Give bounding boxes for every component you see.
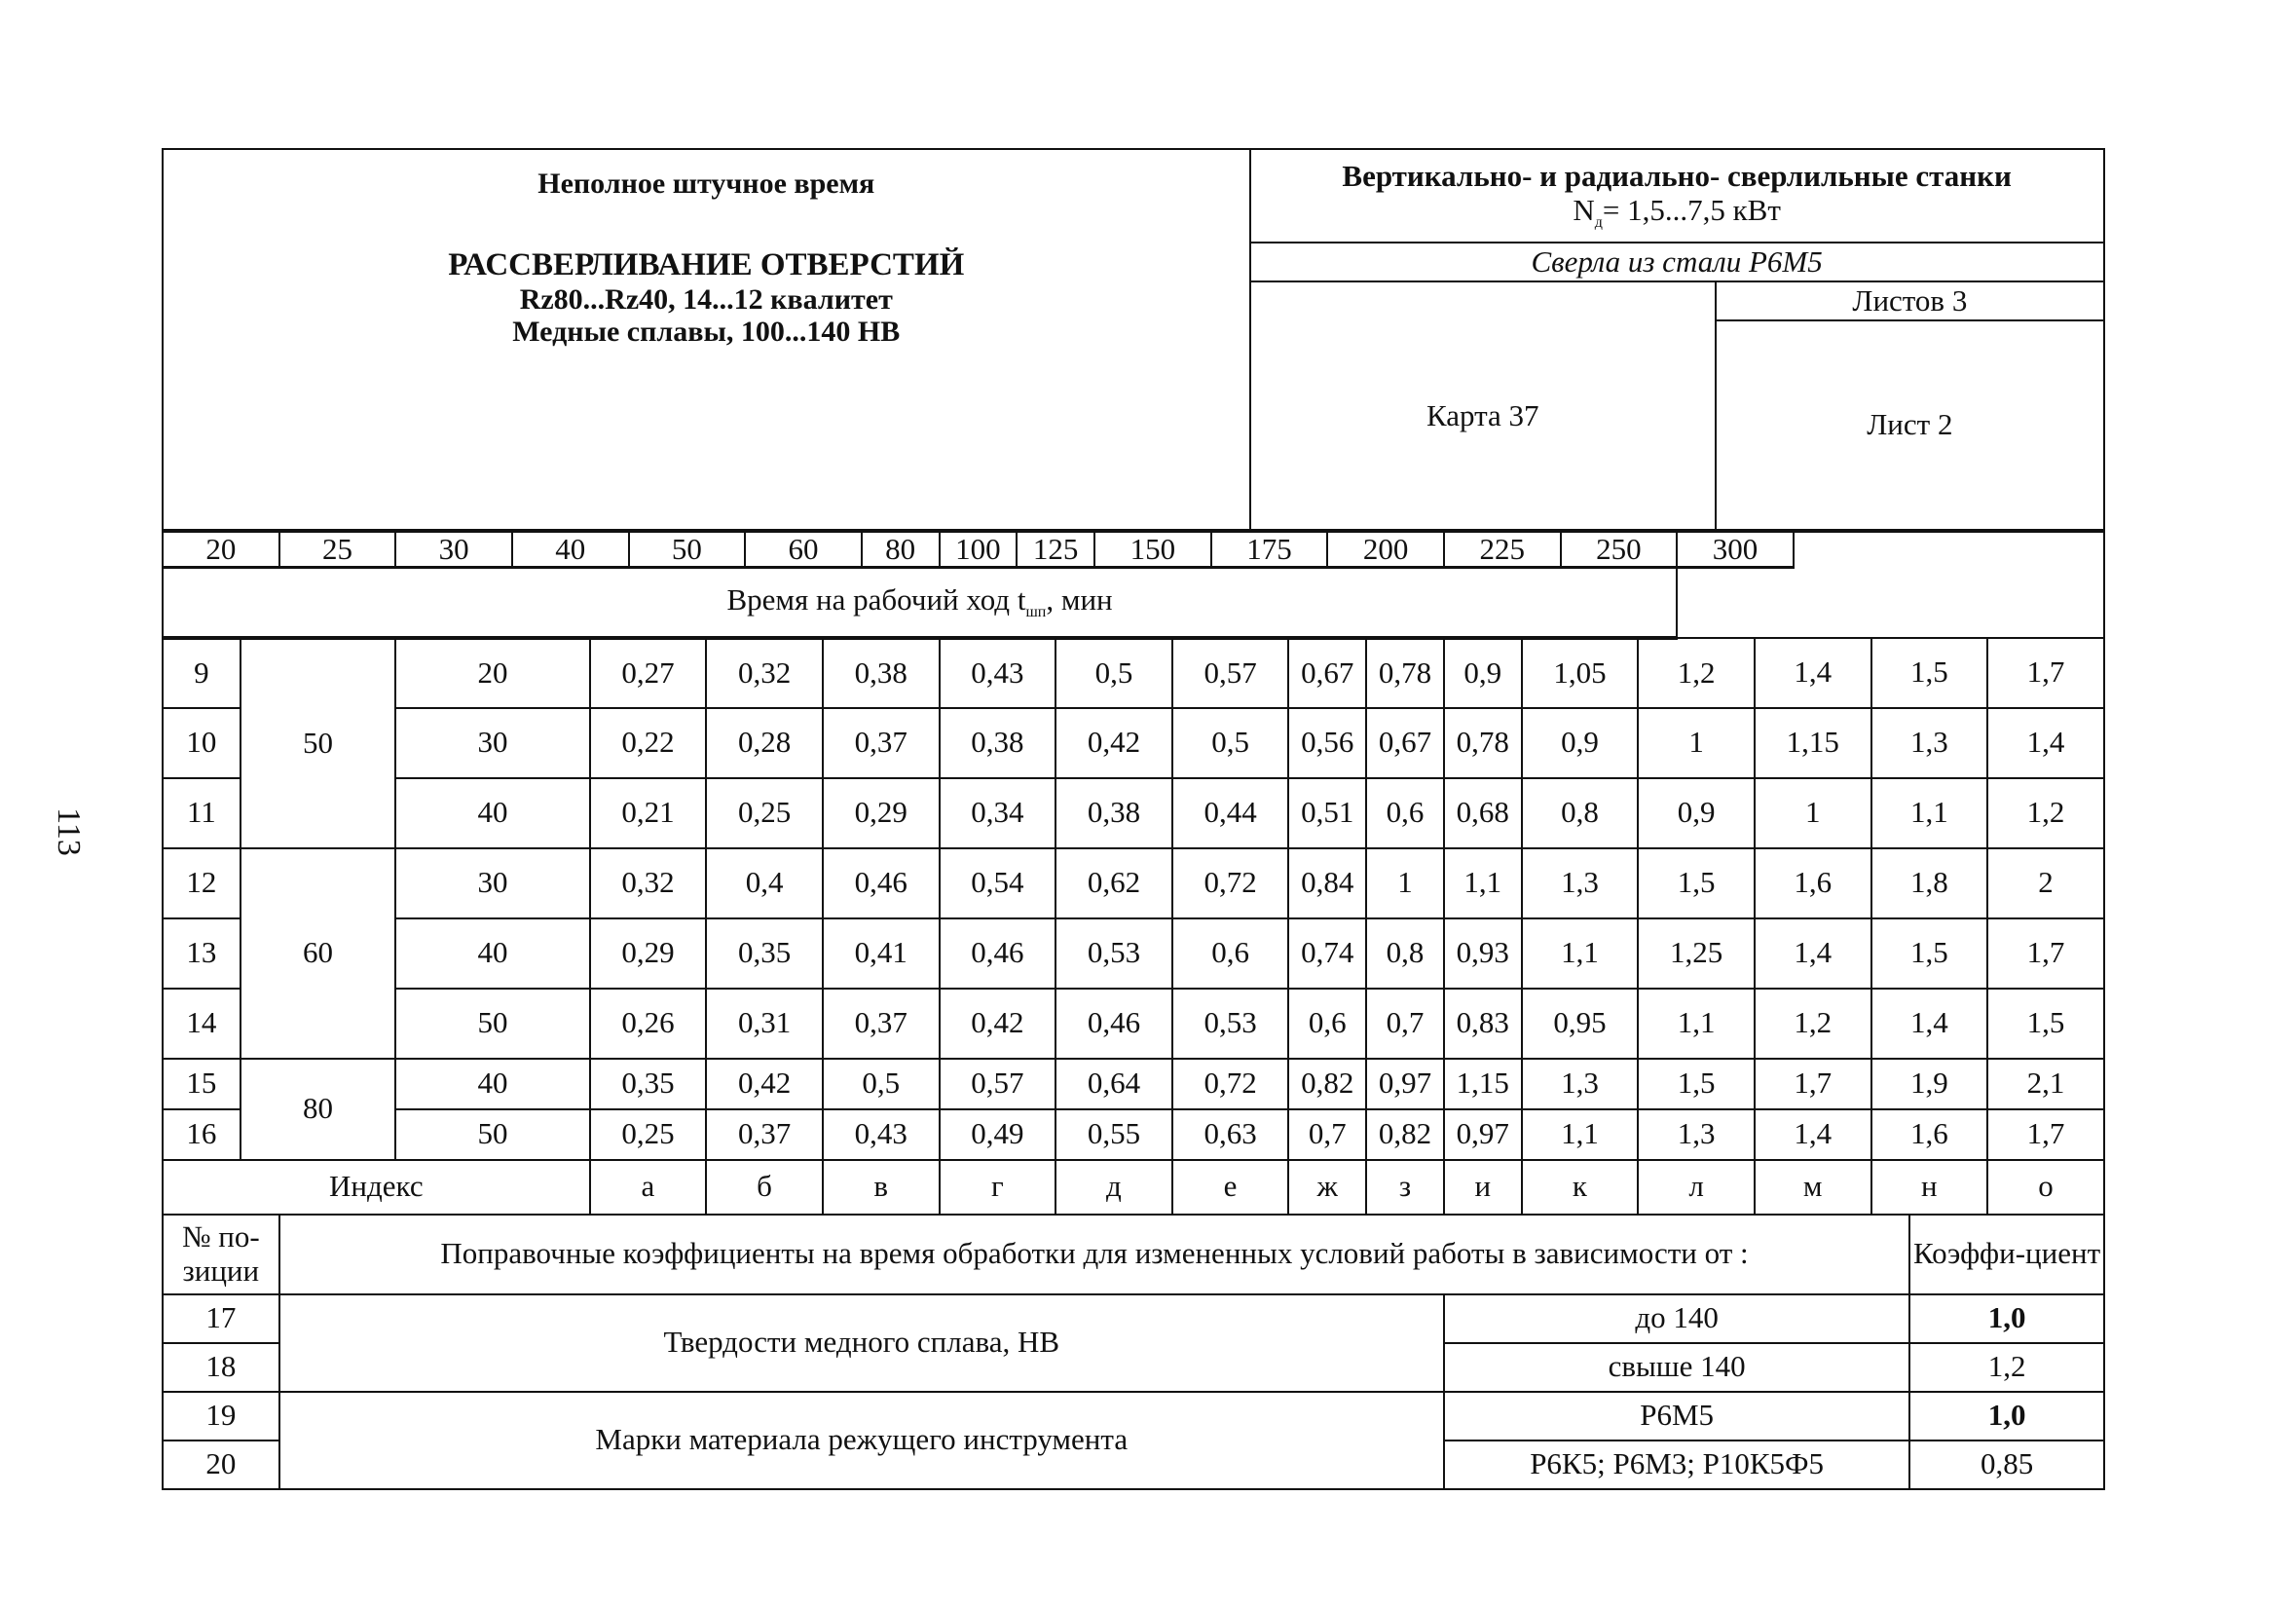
row-pre-diameter: 40 bbox=[395, 778, 589, 848]
row-pre-diameter: 30 bbox=[395, 708, 589, 778]
time-value: 1,8 bbox=[1871, 848, 1988, 918]
length-col-30: 30 bbox=[395, 531, 512, 568]
time-value: 0,95 bbox=[1522, 989, 1639, 1059]
time-header bbox=[163, 568, 1677, 638]
time-value: 1 bbox=[1755, 778, 1871, 848]
length-col-100: 100 bbox=[940, 531, 1018, 568]
row-pre-diameter: 40 bbox=[395, 1059, 589, 1109]
time-value: 1,25 bbox=[1638, 918, 1755, 989]
time-value: 0,38 bbox=[940, 708, 1056, 778]
time-value: 1,4 bbox=[1755, 1109, 1871, 1160]
time-value: 1,1 bbox=[1522, 1109, 1639, 1160]
correction-factor: Твердости медного сплава, НВ bbox=[279, 1294, 1444, 1392]
time-value: 1,3 bbox=[1871, 708, 1988, 778]
time-value: 1,5 bbox=[1638, 848, 1755, 918]
time-subscript: шп bbox=[1025, 604, 1047, 621]
time-value: 0,44 bbox=[1172, 778, 1289, 848]
time-value: 1,2 bbox=[1755, 989, 1871, 1059]
time-value: 0,29 bbox=[823, 778, 940, 848]
time-value: 2,1 bbox=[1987, 1059, 2104, 1109]
time-value: 0,72 bbox=[1172, 1059, 1289, 1109]
time-value: 0,6 bbox=[1172, 918, 1289, 989]
page-number: 113 bbox=[51, 807, 87, 856]
time-value: 1,6 bbox=[1755, 848, 1871, 918]
time-value: 0,67 bbox=[1288, 638, 1366, 708]
time-value: 0,53 bbox=[1055, 918, 1172, 989]
time-value: 1,1 bbox=[1638, 989, 1755, 1059]
index-letter: в bbox=[823, 1160, 940, 1215]
length-col-225: 225 bbox=[1444, 531, 1561, 568]
time-value: 0,64 bbox=[1055, 1059, 1172, 1109]
time-value: 0,8 bbox=[1522, 778, 1639, 848]
index-letter: з bbox=[1366, 1160, 1444, 1215]
time-value: 0,51 bbox=[1288, 778, 1366, 848]
time-value: 0,25 bbox=[706, 778, 823, 848]
corrections-header: Поправочные коэффициенты на время обработки для измененных условий работы в зависимости от : bbox=[279, 1215, 1910, 1294]
time-value: 0,9 bbox=[1638, 778, 1755, 848]
time-value: 0,42 bbox=[940, 989, 1056, 1059]
correction-condition: Р6М5 bbox=[1444, 1392, 1910, 1441]
length-col-25: 25 bbox=[279, 531, 396, 568]
row-position: 11 bbox=[163, 778, 241, 848]
title-line-1: Неполное штучное время bbox=[537, 168, 875, 200]
time-value: 0,46 bbox=[940, 918, 1056, 989]
tool-material-cell: Сверла из стали Р6М5 bbox=[1250, 243, 2104, 281]
index-letter: г bbox=[940, 1160, 1056, 1215]
row-position: 10 bbox=[163, 708, 241, 778]
index-letter: и bbox=[1444, 1160, 1522, 1215]
time-value: 1,5 bbox=[1871, 918, 1988, 989]
index-letter: л bbox=[1638, 1160, 1755, 1215]
coefficient-header: Коэффи-циент bbox=[1909, 1215, 2103, 1294]
time-value: 0,37 bbox=[706, 1109, 823, 1160]
index-letter: к bbox=[1522, 1160, 1639, 1215]
time-value: 0,68 bbox=[1444, 778, 1522, 848]
row-diameter: 50 bbox=[241, 638, 396, 848]
correction-position: 18 bbox=[163, 1343, 279, 1392]
machine-type-cell bbox=[1250, 149, 2104, 243]
row-position: 13 bbox=[163, 918, 241, 989]
length-col-175: 175 bbox=[1211, 531, 1328, 568]
length-col-40: 40 bbox=[512, 531, 629, 568]
length-col-300: 300 bbox=[1677, 531, 1794, 568]
time-value: 0,5 bbox=[823, 1059, 940, 1109]
length-col-50: 50 bbox=[629, 531, 746, 568]
time-value: 1,6 bbox=[1871, 1109, 1988, 1160]
row-pre-diameter: 30 bbox=[395, 848, 589, 918]
time-value: 0,35 bbox=[590, 1059, 707, 1109]
time-header-text: Время на рабочий ход t bbox=[726, 582, 1026, 617]
time-value: 0,8 bbox=[1366, 918, 1444, 989]
card-number-cell bbox=[1250, 281, 1717, 531]
time-value: 0,22 bbox=[590, 708, 707, 778]
machine-line-1: Вертикально- и радиально- сверлильные станки bbox=[1342, 159, 2012, 194]
time-value: 1,1 bbox=[1444, 848, 1522, 918]
time-value: 0,57 bbox=[940, 1059, 1056, 1109]
norm-sheet-table bbox=[162, 148, 2105, 1490]
time-value: 0,31 bbox=[706, 989, 823, 1059]
time-value: 0,74 bbox=[1288, 918, 1366, 989]
time-value: 0,4 bbox=[706, 848, 823, 918]
length-col-150: 150 bbox=[1094, 531, 1211, 568]
time-value: 0,84 bbox=[1288, 848, 1366, 918]
row-diameter: 80 bbox=[241, 1059, 396, 1160]
row-pre-diameter: 20 bbox=[395, 638, 589, 708]
correction-condition: до 140 bbox=[1444, 1294, 1910, 1343]
correction-coefficient: 1,0 bbox=[1909, 1392, 2103, 1441]
time-value: 0,57 bbox=[1172, 638, 1289, 708]
power-subscript: д bbox=[1594, 214, 1603, 231]
power-symbol: N bbox=[1573, 192, 1595, 227]
time-value: 0,42 bbox=[706, 1059, 823, 1109]
power-range: = 1,5...7,5 кВт bbox=[1602, 192, 1781, 227]
row-position: 9 bbox=[163, 638, 241, 708]
time-value: 1,3 bbox=[1638, 1109, 1755, 1160]
time-value: 0,35 bbox=[706, 918, 823, 989]
time-value: 1,4 bbox=[1755, 918, 1871, 989]
time-value: 1,7 bbox=[1755, 1059, 1871, 1109]
correction-condition: свыше 140 bbox=[1444, 1343, 1910, 1392]
title-line-4: Медные сплавы, 100...140 НВ bbox=[512, 316, 901, 349]
row-pre-diameter: 40 bbox=[395, 918, 589, 989]
time-value: 0,32 bbox=[590, 848, 707, 918]
correction-coefficient: 1,0 bbox=[1909, 1294, 2103, 1343]
row-position: 15 bbox=[163, 1059, 241, 1109]
time-value: 0,43 bbox=[823, 1109, 940, 1160]
time-value: 1,5 bbox=[1871, 638, 1988, 708]
time-value: 0,97 bbox=[1366, 1059, 1444, 1109]
length-col-80: 80 bbox=[862, 531, 940, 568]
time-value: 1,15 bbox=[1755, 708, 1871, 778]
index-letter: м bbox=[1755, 1160, 1871, 1215]
machine-line-2 bbox=[1251, 194, 2103, 232]
time-value: 1,4 bbox=[1987, 708, 2104, 778]
time-value: 1,7 bbox=[1987, 918, 2104, 989]
time-value: 0,9 bbox=[1522, 708, 1639, 778]
row-position: 14 bbox=[163, 989, 241, 1059]
time-value: 0,83 bbox=[1444, 989, 1522, 1059]
time-value: 0,62 bbox=[1055, 848, 1172, 918]
sheets-total-cell: Листов 3 bbox=[1716, 281, 2104, 320]
time-value: 0,26 bbox=[590, 989, 707, 1059]
time-value: 0,28 bbox=[706, 708, 823, 778]
time-value: 1,3 bbox=[1522, 848, 1639, 918]
correction-factor: Марки материала режущего инструмента bbox=[279, 1392, 1444, 1489]
time-value: 0,67 bbox=[1366, 708, 1444, 778]
time-value: 0,7 bbox=[1366, 989, 1444, 1059]
correction-coefficient: 0,85 bbox=[1909, 1441, 2103, 1489]
corrections-position-header: № по-зиции bbox=[163, 1215, 279, 1294]
time-value: 0,21 bbox=[590, 778, 707, 848]
time-value: 2 bbox=[1987, 848, 2104, 918]
time-value: 0,7 bbox=[1288, 1109, 1366, 1160]
time-value: 0,56 bbox=[1288, 708, 1366, 778]
title-line-3: Rz80...Rz40, 14...12 квалитет bbox=[519, 282, 893, 316]
index-letter: а bbox=[590, 1160, 707, 1215]
time-value: 1,15 bbox=[1444, 1059, 1522, 1109]
row-pre-diameter: 50 bbox=[395, 989, 589, 1059]
time-value: 0,93 bbox=[1444, 918, 1522, 989]
time-value: 0,46 bbox=[1055, 989, 1172, 1059]
index-letter: е bbox=[1172, 1160, 1289, 1215]
time-value: 0,37 bbox=[823, 708, 940, 778]
title-line-2: РАССВЕРЛИВАНИЕ ОТВЕРСТИЙ bbox=[448, 246, 965, 282]
length-col-250: 250 bbox=[1561, 531, 1678, 568]
time-value: 0,63 bbox=[1172, 1109, 1289, 1160]
time-value: 0,82 bbox=[1366, 1109, 1444, 1160]
time-value: 1,4 bbox=[1871, 989, 1988, 1059]
index-label: Индекс bbox=[163, 1160, 590, 1215]
time-value: 0,78 bbox=[1366, 638, 1444, 708]
time-value: 1,2 bbox=[1638, 638, 1755, 708]
time-value: 0,37 bbox=[823, 989, 940, 1059]
time-value: 0,82 bbox=[1288, 1059, 1366, 1109]
time-value: 0,25 bbox=[590, 1109, 707, 1160]
time-value: 0,34 bbox=[940, 778, 1056, 848]
row-position: 16 bbox=[163, 1109, 241, 1160]
time-value: 0,55 bbox=[1055, 1109, 1172, 1160]
time-value: 0,43 bbox=[940, 638, 1056, 708]
correction-position: 19 bbox=[163, 1392, 279, 1441]
correction-condition: Р6К5; Р6М3; Р10К5Ф5 bbox=[1444, 1441, 1910, 1489]
time-value: 1,3 bbox=[1522, 1059, 1639, 1109]
time-value: 1 bbox=[1638, 708, 1755, 778]
sheet-number-cell: Лист 2 bbox=[1716, 320, 2104, 531]
time-value: 0,53 bbox=[1172, 989, 1289, 1059]
length-col-60: 60 bbox=[745, 531, 862, 568]
length-col-20: 20 bbox=[163, 531, 279, 568]
index-letter: б bbox=[706, 1160, 823, 1215]
length-col-125: 125 bbox=[1017, 531, 1094, 568]
time-value: 0,38 bbox=[823, 638, 940, 708]
time-value: 0,49 bbox=[940, 1109, 1056, 1160]
time-value: 1,1 bbox=[1871, 778, 1988, 848]
correction-position: 17 bbox=[163, 1294, 279, 1343]
time-value: 0,97 bbox=[1444, 1109, 1522, 1160]
index-letter: д bbox=[1055, 1160, 1172, 1215]
time-value: 0,46 bbox=[823, 848, 940, 918]
time-value: 0,9 bbox=[1444, 638, 1522, 708]
time-value: 0,38 bbox=[1055, 778, 1172, 848]
correction-position: 20 bbox=[163, 1441, 279, 1489]
time-value: 1,5 bbox=[1987, 989, 2104, 1059]
time-value: 0,6 bbox=[1366, 778, 1444, 848]
time-value: 0,29 bbox=[590, 918, 707, 989]
row-diameter: 60 bbox=[241, 848, 396, 1059]
time-value: 1,7 bbox=[1987, 638, 2104, 708]
card-number: Карта 37 bbox=[1426, 397, 1539, 432]
time-value: 0,6 bbox=[1288, 989, 1366, 1059]
time-value: 0,32 bbox=[706, 638, 823, 708]
row-position: 12 bbox=[163, 848, 241, 918]
time-value: 1,7 bbox=[1987, 1109, 2104, 1160]
time-value: 0,5 bbox=[1055, 638, 1172, 708]
time-value: 0,42 bbox=[1055, 708, 1172, 778]
index-letter: ж bbox=[1288, 1160, 1366, 1215]
index-letter: о bbox=[1987, 1160, 2104, 1215]
time-value: 1,9 bbox=[1871, 1059, 1988, 1109]
time-value: 1,05 bbox=[1522, 638, 1639, 708]
row-pre-diameter: 50 bbox=[395, 1109, 589, 1160]
time-value: 0,41 bbox=[823, 918, 940, 989]
time-value: 0,54 bbox=[940, 848, 1056, 918]
time-value: 1,4 bbox=[1755, 638, 1871, 708]
sheet-title-block bbox=[163, 149, 1250, 531]
correction-coefficient: 1,2 bbox=[1909, 1343, 2103, 1392]
time-value: 1,1 bbox=[1522, 918, 1639, 989]
time-header-unit: , мин bbox=[1046, 582, 1113, 617]
index-letter: н bbox=[1871, 1160, 1988, 1215]
time-value: 0,78 bbox=[1444, 708, 1522, 778]
time-value: 0,72 bbox=[1172, 848, 1289, 918]
time-value: 1,2 bbox=[1987, 778, 2104, 848]
time-value: 0,27 bbox=[590, 638, 707, 708]
time-value: 0,5 bbox=[1172, 708, 1289, 778]
time-value: 1 bbox=[1366, 848, 1444, 918]
length-col-200: 200 bbox=[1327, 531, 1444, 568]
time-value: 1,5 bbox=[1638, 1059, 1755, 1109]
